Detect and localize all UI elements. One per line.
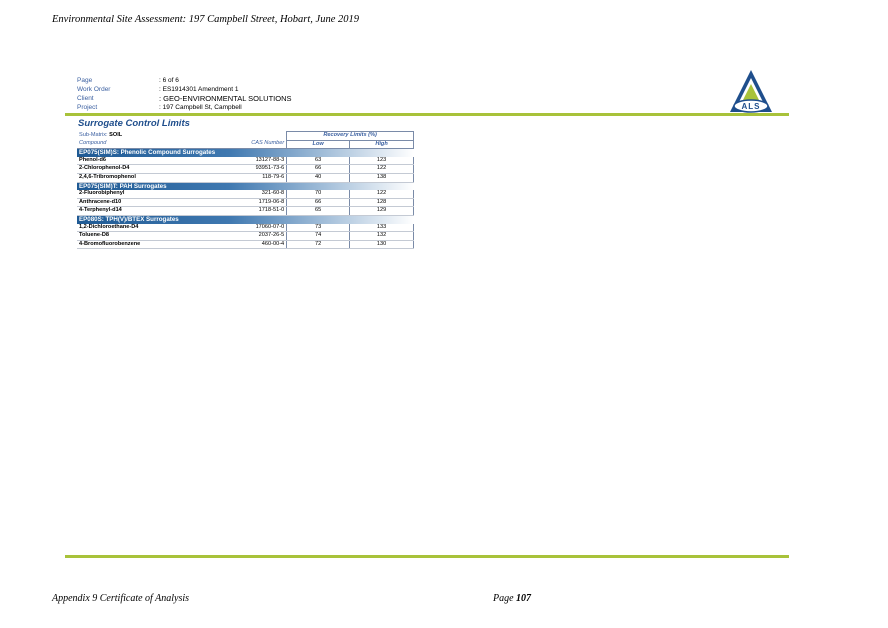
meta-label: Project [77,104,98,111]
high-cell: 123 [350,157,414,165]
cas-cell: 321-60-8 [173,190,287,198]
low-cell: 72 [287,240,350,249]
col-high: High [350,140,414,149]
table-row [77,240,414,249]
submatrix-label: Sub-Matrix: [79,132,110,138]
col-low: Low [287,140,350,149]
group-header: EP080S: TPH(V)/BTEX Surrogates [77,215,414,223]
compound-cell: 2-Fluorobiphenyl [77,190,173,198]
high-cell: 128 [350,198,414,207]
table-row [77,173,414,182]
header-divider [65,113,789,116]
table-row [77,232,414,241]
col-compound: Compound [77,140,173,149]
high-cell: 122 [350,190,414,198]
als-logo [728,68,774,114]
compound-cell: Anthracene-d10 [77,198,173,207]
table-row [77,190,414,198]
surrogate-limits-table [77,131,414,249]
meta-value: : 6 of 6 [159,77,179,84]
col-cas-number: CAS Number [173,140,287,149]
cas-cell: 460-00-4 [173,240,287,249]
section-title: Surrogate Control Limits [78,118,190,129]
cas-cell: 17060-07-0 [173,224,287,232]
meta-row-page [77,76,292,85]
meta-row-project [77,103,292,112]
page-prefix: Page [493,593,517,604]
compound-cell: 4-Bromofluorobenzene [77,240,173,249]
page-header: Environmental Site Assessment: 197 Campbell Street, Hobart, June 2019 [52,14,359,25]
low-cell: 40 [287,173,350,182]
compound-cell: Toluene-D8 [77,232,173,241]
meta-value: : ES1914301 Amendment 1 [159,86,239,93]
table-row [77,207,414,216]
meta-value: : 197 Campbell St, Campbell [159,104,242,111]
logo-text: ALS [741,102,761,111]
low-cell: 73 [287,224,350,232]
report-metadata [77,76,292,112]
meta-row-work-order [77,85,292,94]
high-cell: 122 [350,165,414,174]
meta-label: Client [77,95,94,102]
footer-page-number [493,593,531,604]
table-row [77,157,414,165]
high-cell: 129 [350,207,414,216]
table-row [77,224,414,232]
compound-cell: 2,4,6-Tribromophenol [77,173,173,182]
compound-cell: 4-Terphenyl-d14 [77,207,173,216]
meta-label: Page [77,77,93,84]
low-cell: 63 [287,157,350,165]
cas-cell: 93951-73-6 [173,165,287,174]
high-cell: 130 [350,240,414,249]
high-cell: 138 [350,173,414,182]
high-cell: 132 [350,232,414,241]
low-cell: 70 [287,190,350,198]
meta-label: Work Order [77,86,111,93]
table-row [77,198,414,207]
cas-cell: 1718-51-0 [173,207,287,216]
compound-cell: Phenol-d6 [77,157,173,165]
cas-cell: 2037-26-5 [173,232,287,241]
low-cell: 66 [287,198,350,207]
group-header: EP075(SIM)T: PAH Surrogates [77,182,414,190]
submatrix-row [77,132,414,141]
submatrix-value: SOIL [109,132,123,138]
low-cell: 66 [287,165,350,174]
page-number: 107 [516,593,532,604]
high-cell: 133 [350,224,414,232]
low-cell: 74 [287,232,350,241]
meta-value: : GEO-ENVIRONMENTAL SOLUTIONS [159,94,292,103]
column-header-row [77,140,414,149]
meta-row-client [77,94,292,103]
cas-cell: 118-79-6 [173,173,287,182]
compound-cell: 1,2-Dichloroethane-D4 [77,224,173,232]
table-row [77,165,414,174]
cas-cell: 1719-06-8 [173,198,287,207]
compound-cell: 2-Chlorophenol-D4 [77,165,173,174]
recovery-limits-header: Recovery Limits (%) [287,132,414,141]
cas-cell: 13127-88-3 [173,157,287,165]
footer-appendix: Appendix 9 Certificate of Analysis [52,593,190,604]
group-header: EP075(SIM)S: Phenolic Compound Surrogates [77,149,414,157]
low-cell: 65 [287,207,350,216]
footer-divider [65,555,789,558]
